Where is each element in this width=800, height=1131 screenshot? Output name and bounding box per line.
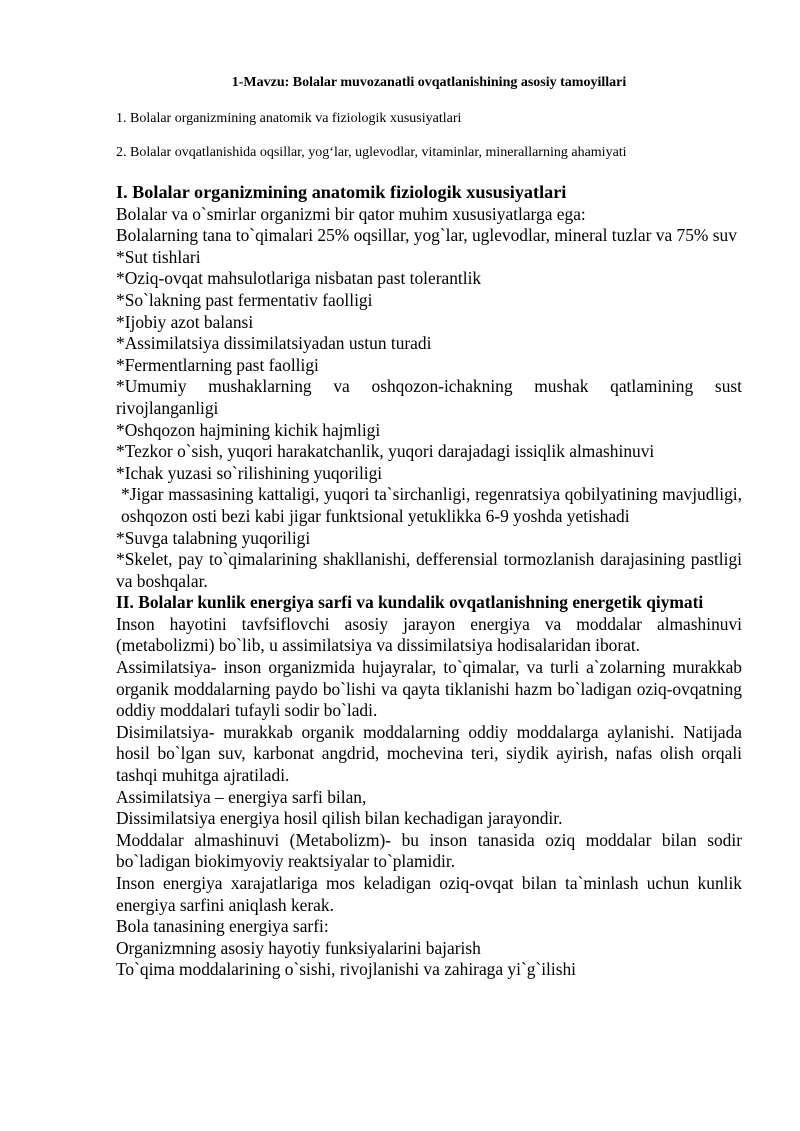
list-item: *Assimilatsiya dissimilatsiyadan ustun turadi — [116, 333, 432, 354]
paragraph: Inson hayotini tavfsiflovchi asosiy jarayon energiya va moddalar almashinuvi (metabolizmi) bo`lib, u assimilatsiya va dissimilatsiya hodisalaridan iborat. — [116, 613, 742, 656]
section-1-composition: Bolalarning tana to`qimalari 25% oqsillar, yog`lar, uglevodlar, mineral tuzlar va 75% suv — [116, 225, 737, 246]
section-1-intro: Bolalar va o`smirlar organizmi bir qator muhim xususiyatlarga ega: — [116, 203, 586, 224]
section-1-heading: I. Bolalar organizmining anatomik fiziologik xususiyatlari — [116, 182, 567, 202]
topic-2: 2. Bolalar ovqatlanishida oqsillar, yog‘lar, uglevodlar, vitaminlar, minerallarning ahamiyati — [116, 145, 627, 160]
list-item: *Ijobiy azot balansi — [116, 311, 254, 332]
document-body — [116, 182, 742, 981]
list-item: *Sut tishlari — [116, 246, 201, 267]
list-item: *Fermentlarning past faolligi — [116, 354, 319, 375]
list-item: *Tezkor o`sish, yuqori harakatchanlik, yuqori darajadagi issiqlik almashinuvi — [116, 441, 655, 462]
list-item: *So`lakning past fermentativ faolligi — [116, 289, 373, 310]
section-2-heading: II. Bolalar kunlik energiya sarfi va kundalik ovqatlanishning energetik qiymati — [116, 592, 704, 613]
paragraph: Assimilatsiya – energiya sarfi bilan, — [116, 786, 367, 807]
paragraph: Organizmning asosiy hayotiy funksiyalarini bajarish — [116, 937, 481, 958]
list-item: *Jigar massasining kattaligi, yuqori ta`sirchanligi, regenratsiya qobilyatining mavjudligi, oshqozon osti bezi kabi jigar funktsional yetuklikka 6-9 yoshda yetishadi — [121, 484, 742, 526]
paragraph: Assimilatsiya- inson organizmida hujayralar, to`qimalar, va turli a`zolarning murakkab organik moddalarning paydo bo`lishi va qayta tiklanishi hazm bo`ladigan oziq-ovqatning oddiy moddalari tufayli sodir bo`ladi. — [116, 657, 742, 721]
list-item: *Suvga talabning yuqoriligi — [116, 527, 311, 548]
paragraph: To`qima moddalarining o`sishi, rivojlanishi va zahiraga yi`g`ilishi — [116, 959, 577, 980]
paragraph: Inson energiya xarajatlariga mos keladigan oziq-ovqat bilan ta`minlash uchun kunlik energiya sarfini aniqlash kerak. — [116, 873, 742, 915]
paragraph: Moddalar almashinuvi (Metabolizm)- bu inson tanasida oziq moddalar bilan sodir bo`ladigan biokimyoviy reaktsiyalar to`plamidir. — [116, 829, 742, 872]
document-title: 1-Mavzu: Bolalar muvozanatli ovqatlanishining asosiy tamoyillari — [231, 75, 627, 90]
topic-1: 1. Bolalar organizmining anatomik va fiziologik xususiyatlari — [116, 111, 462, 126]
list-item: *Oshqozon hajmining kichik hajmligi — [116, 419, 381, 440]
list-item: *Umumiy mushaklarning va oshqozon-ichakning mushak qatlamining sust rivojlanganligi — [116, 376, 742, 418]
list-item: *Skelet, pay to`qimalarining shakllanishi, defferensial tormozlanish darajasining pastligi va boshqalar. — [116, 549, 742, 591]
paragraph: Dissimilatsiya energiya hosil qilish bilan kechadigan jarayondir. — [116, 808, 563, 829]
list-item: *Oziq-ovqat mahsulotlariga nisbatan past tolerantlik — [116, 268, 482, 289]
paragraph: Disimilatsiya- murakkab organik moddalarning oddiy moddalarga aylanishi. Natijada hosil bo`lgan suv, karbonat angdrid, mochevina teri, siydik ayirish, nafas olish orqali tashqi muhitga ajratiladi. — [116, 721, 742, 786]
paragraph: Bola tanasining energiya sarfi: — [116, 916, 329, 937]
list-item: *Ichak yuzasi so`rilishining yuqoriligi — [116, 462, 383, 483]
